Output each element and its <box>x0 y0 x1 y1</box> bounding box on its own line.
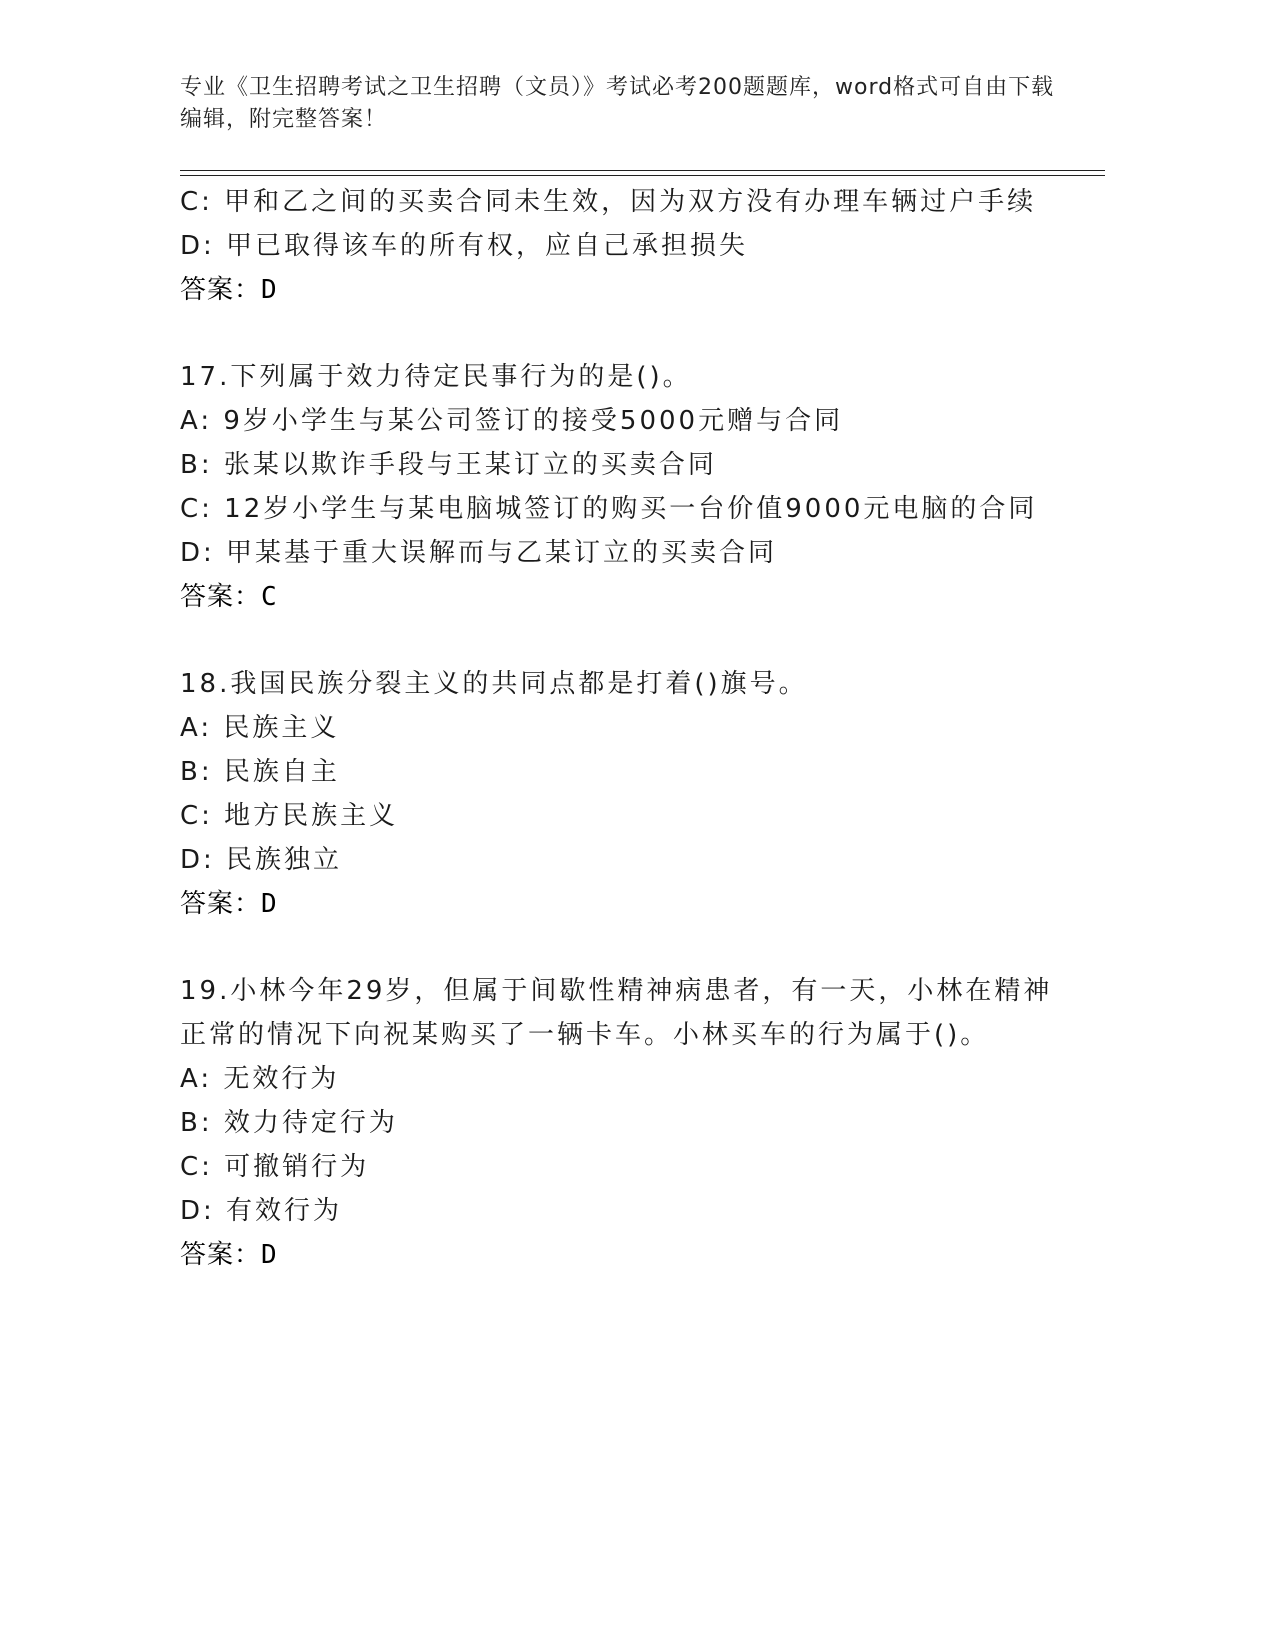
answer-line <box>180 882 1060 926</box>
option-d: D: 有效行为 <box>180 1196 343 1226</box>
option-b: B: 效力待定行为 <box>180 1108 398 1138</box>
option-c: C: 可撤销行为 <box>180 1152 370 1182</box>
question-stem: 18.我国民族分裂主义的共同点都是打着()旗号。 <box>180 669 808 699</box>
answer-line <box>180 575 1060 619</box>
header-rule-bottom <box>180 175 1105 176</box>
question-stem-line-1: 19.小林今年29岁，但属于间歇性精神病患者，有一天，小林在精神 <box>180 976 1053 1006</box>
document-header: 专业《卫生招聘考试之卫生招聘（文员）》考试必考200题题库，word格式可自由下载编辑，附完整答案！ <box>180 75 1055 132</box>
answer-value: D <box>261 889 278 919</box>
answer-label: 答案： <box>180 582 262 612</box>
spacer <box>180 926 1060 969</box>
answer-line <box>180 1233 1060 1277</box>
option-d: D: 民族独立 <box>180 845 343 875</box>
question-17 <box>180 355 1060 619</box>
answer-label: 答案： <box>180 889 262 919</box>
option-b: B: 民族自主 <box>180 757 340 787</box>
answer-label: 答案： <box>180 1240 262 1270</box>
answer-line <box>180 268 1060 312</box>
spacer <box>180 619 1060 662</box>
option-c: C: 甲和乙之间的买卖合同未生效，因为双方没有办理车辆过户手续 <box>180 187 1037 217</box>
spacer <box>180 312 1060 355</box>
question-18 <box>180 662 1060 926</box>
question-stem-line-2: 正常的情况下向祝某购买了一辆卡车。小林买车的行为属于()。 <box>180 1020 990 1050</box>
header-rule-top <box>180 170 1105 171</box>
continued-question <box>180 180 1060 312</box>
answer-value: D <box>261 275 278 305</box>
option-a: A: 无效行为 <box>180 1064 340 1094</box>
option-d: D: 甲已取得该车的所有权，应自己承担损失 <box>180 231 749 261</box>
question-stem: 17.下列属于效力待定民事行为的是()。 <box>180 362 692 392</box>
answer-value: D <box>261 1240 278 1270</box>
question-content <box>180 180 1060 1277</box>
option-a: A: 9岁小学生与某公司签订的接受5000元赠与合同 <box>180 406 844 436</box>
option-d: D: 甲某基于重大误解而与乙某订立的买卖合同 <box>180 538 778 568</box>
option-a: A: 民族主义 <box>180 713 340 743</box>
option-c: C: 12岁小学生与某电脑城签订的购买一台价值9000元电脑的合同 <box>180 494 1038 524</box>
option-b: B: 张某以欺诈手段与王某订立的买卖合同 <box>180 450 717 480</box>
option-c: C: 地方民族主义 <box>180 801 399 831</box>
question-19 <box>180 969 1060 1277</box>
answer-label: 答案： <box>180 275 262 305</box>
answer-value: C <box>261 582 278 612</box>
